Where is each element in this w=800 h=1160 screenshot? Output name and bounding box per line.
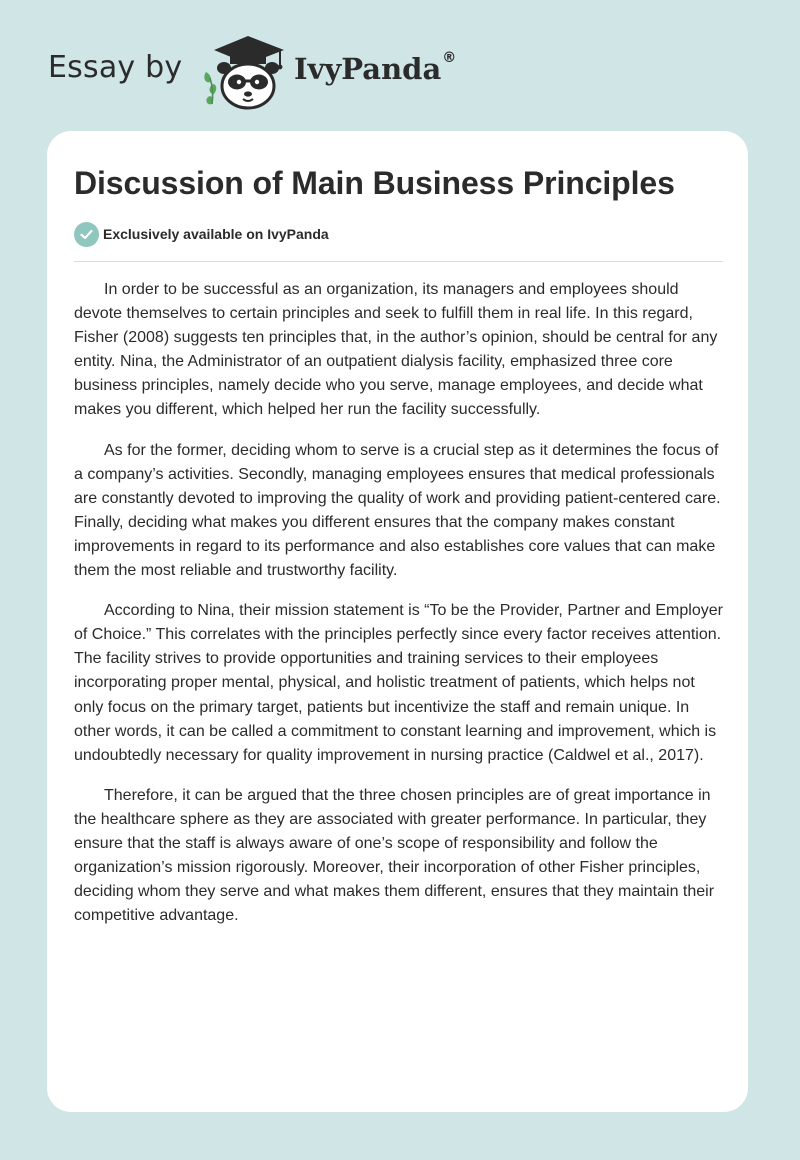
paragraph: As for the former, deciding whom to serve is a crucial step as it determines the focus of a company’s activities. Secondly, managing employees ensures that medical professionals are constantly devoted to improving the quality of work and providing patient-centered care. Finally, deciding what makes you different ensures that the company makes constant improvements in regard to its performance and also establishes core values that can make them the most reliable and trustworthy facility. (74, 441, 721, 580)
checkmark-icon (74, 222, 99, 247)
exclusive-badge (74, 221, 329, 247)
essay-by-label: Essay by (48, 50, 183, 85)
registered-mark: ® (442, 50, 457, 66)
essay-body (74, 278, 724, 944)
brand-name[interactable] (294, 52, 456, 86)
site-header (48, 30, 508, 114)
essay-title: Discussion of Main Business Principles (74, 165, 675, 201)
paragraph: Therefore, it can be argued that the three chosen principles are of great importance in the healthcare sphere as they are associated with greater performance. In particular, they ensure that the staff is always aware of one’s scope of responsibility and follow the organization’s mission rigorously. Moreover, their incorporation of other Fisher principles, deciding whom they serve and what makes them different, ensures that they maintain their competitive advantage. (74, 786, 715, 925)
panda-logo-icon[interactable] (200, 34, 290, 110)
exclusive-label: Exclusively available on IvyPanda (103, 226, 329, 242)
title-divider (74, 261, 723, 262)
essay-card (47, 131, 748, 1112)
ivy-leaf-icon (204, 72, 216, 104)
paragraph: In order to be successful as an organization, its managers and employees should devote themselves to certain principles and seek to fulfill them in real life. In this regard, Fisher (2008) suggests ten principles that, in the author’s opinion, should be central for any entity. Nina, the Administrator of an outpatient dialysis facility, emphasized three core business principles, namely decide who you serve, manage employees, and decide what makes you different, which helped her run the facility successfully. (74, 281, 718, 419)
brand-text: IvyPanda (294, 52, 442, 86)
paragraph: According to Nina, their mission statement is “To be the Provider, Partner and Employer of Choice.” This correlates with the principles perfectly since every factor receives attention. The facility strives to provide opportunities and training services to their employees incorporating proper mental, physical, and holistic treatment of patients, which helps not only focus on the primary target, patients but incentivize the staff and remain unique. In other words, it can be called a commitment to constant learning and improvement, which is undoubtedly necessary for quality improvement in nursing practice (Caldwel et al., 2017). (74, 602, 723, 764)
